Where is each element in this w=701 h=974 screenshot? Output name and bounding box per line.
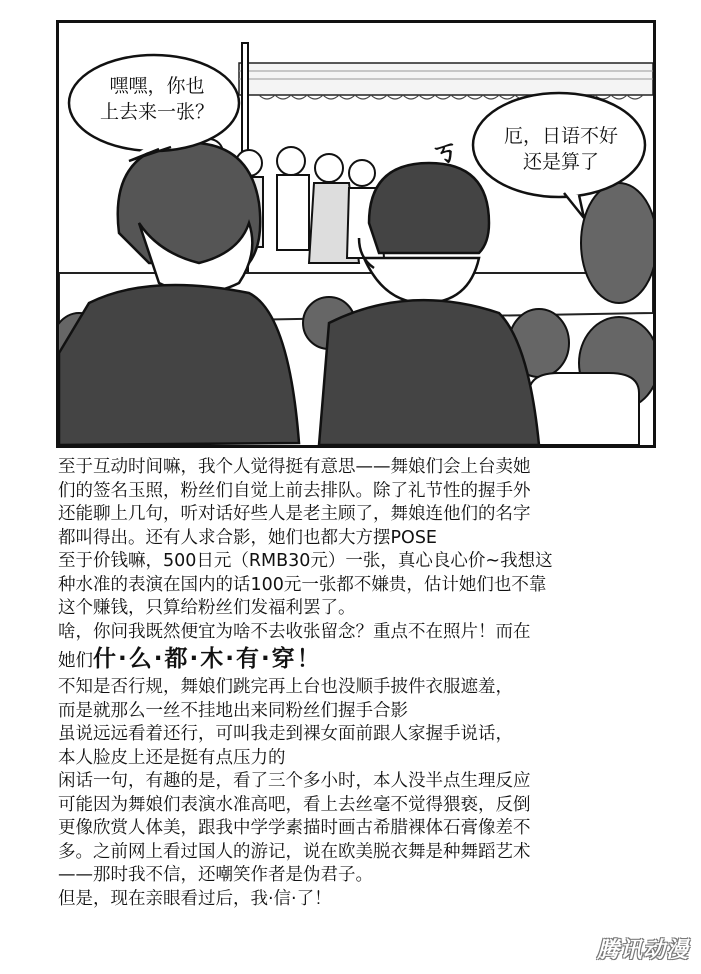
emphasis-prefix: 她们 [58, 651, 93, 671]
narration-text [58, 456, 668, 911]
bubble-left-line-1: 嘿嘿，你也 [109, 75, 205, 97]
narration-line: 种水准的表演在国内的话100元一张都不嫌贵，估计她们也不靠 [58, 574, 547, 595]
narration-line: 还能聊上几句，听对话好些人是老主顾了，舞娘连他们的名字 [58, 504, 531, 524]
bubble-right-line-2: 还是算了 [522, 151, 599, 173]
sound-effect: ㄎ [428, 133, 463, 172]
narration-line: 不知是否行规，舞娘们跳完再上台也没顺手披件衣服遮羞， [58, 677, 513, 697]
narration-line: 啥，你问我既然便宜为啥不去收张留念？重点不在照片！而在 [58, 621, 531, 642]
speech-bubble-left [77, 73, 237, 125]
narration-line: 可能因为舞娘们表演水准高吧，看上去丝毫不觉得猥亵，反倒 [58, 794, 531, 815]
narration-line: 本人脸皮上还是挺有点压力的 [58, 747, 286, 768]
narration-line: ——那时我不信，还嘲笑作者是伪君子。 [58, 865, 373, 885]
bubble-left-line-2: 上去来一张？ [99, 101, 214, 123]
narration-line: 至于互动时间嘛，我个人觉得挺有意思——舞娘们会上台卖她 [58, 457, 531, 477]
comic-panel [56, 20, 656, 448]
watermark-logo: 腾讯动漫 [596, 938, 689, 963]
narration-line: 都叫得出。还有人求合影，她们也都大方摆POSE [58, 527, 437, 548]
emphasis-text: 什·么·都·木·有·穿 [93, 646, 297, 672]
emphasis-suffix: ！ [296, 646, 322, 672]
narration-line: 更像欣赏人体美，跟我中学学素描时画古希腊裸体石膏像差不 [58, 818, 531, 838]
speech-bubble-right [491, 123, 631, 175]
narration-line: 闲话一句，有趣的是，看了三个多小时，本人没半点生理反应 [58, 771, 531, 791]
narration-line: 虽说远远看着还行，可叫我走到裸女面前跟人家握手说话， [58, 724, 513, 744]
narration-line: 这个赚钱，只算给粉丝们发福利罢了。 [58, 598, 356, 618]
narration-line: 至于价钱嘛，500日元（RMB30元）一张，真心良心价~我想这 [58, 551, 553, 571]
narration-line: 们的签名玉照，粉丝们自觉上前去排队。除了礼节性的握手外 [58, 480, 531, 501]
narration-line: 而是就那么一丝不挂地出来同粉丝们握手合影 [58, 700, 408, 721]
narration-line: 多。之前网上看过国人的游记，说在欧美脱衣舞是种舞蹈艺术 [58, 841, 531, 862]
emphasis-line [58, 644, 668, 676]
narration-line: 但是，现在亲眼看过后，我·信·了！ [58, 888, 332, 909]
bubble-right-line-1: 厄，日语不好 [503, 125, 618, 147]
